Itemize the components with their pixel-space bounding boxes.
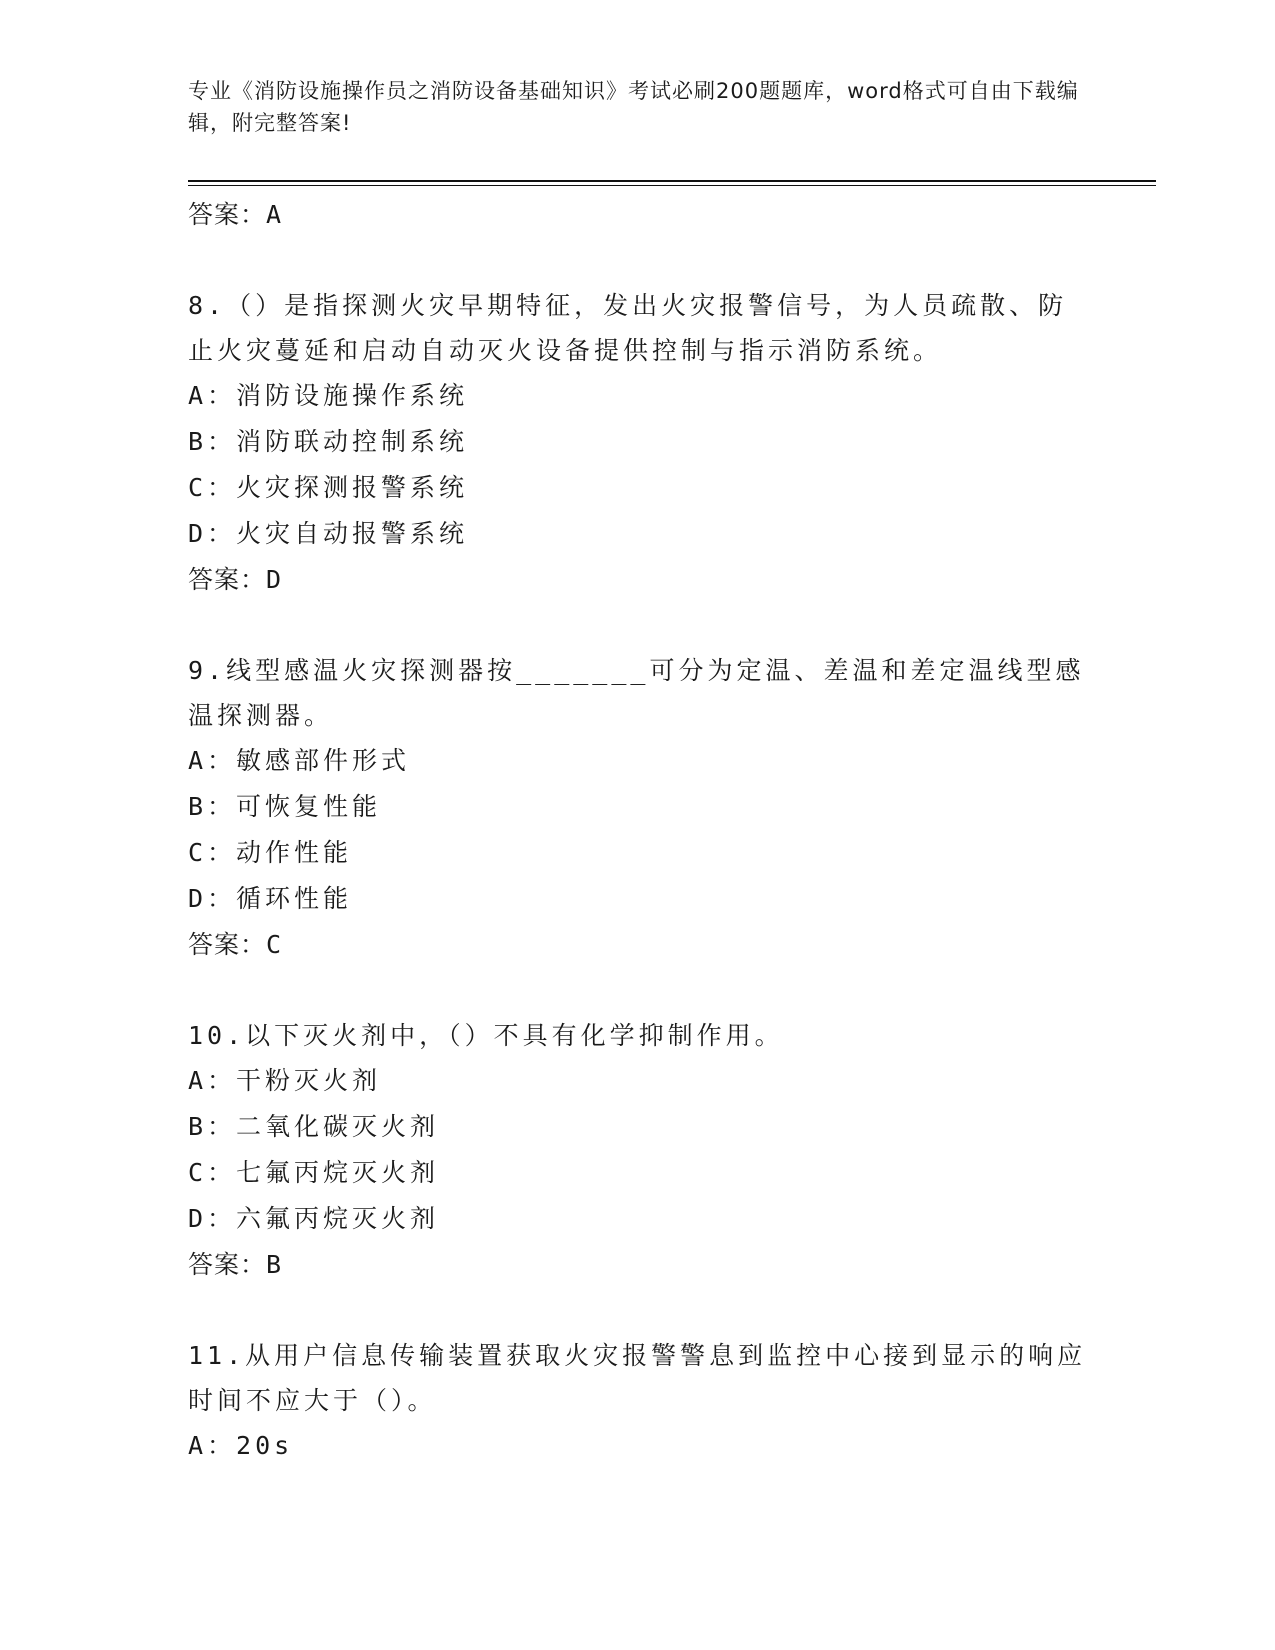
question-item — [188, 1333, 1088, 1469]
question-stem: 10.以下灭火剂中，（）不具有化学抑制作用。 — [188, 1021, 784, 1050]
header-divider-thick — [188, 180, 1156, 182]
answer-line: 答案：C — [188, 930, 283, 959]
option-d: D：火灾自动报警系统 — [188, 519, 469, 548]
option-a: A：消防设施操作系统 — [188, 381, 469, 410]
question-stem: 11.从用户信息传输装置获取火灾报警警息到监控中心接到显示的响应时间不应大于（）。 — [188, 1341, 1087, 1415]
option-c: C：动作性能 — [188, 838, 353, 867]
option-b: B：可恢复性能 — [188, 792, 382, 821]
answer-line: 答案：B — [188, 1250, 283, 1279]
question-list — [188, 192, 1088, 1469]
answer-line: 答案：A — [188, 200, 283, 229]
question-item — [188, 648, 1088, 968]
header-title: 专业《消防设施操作员之消防设备基础知识》考试必刷200题题库，word格式可自由下载编辑，附完整答案! — [188, 79, 1079, 135]
question-stem: 9.线型感温火灾探测器按_______可分为定温、差温和差定温线型感温探测器。 — [188, 656, 1085, 730]
option-a: A：20s — [188, 1431, 294, 1460]
question-item — [188, 1013, 1088, 1288]
answer-line: 答案：D — [188, 565, 283, 594]
document-header — [188, 75, 1088, 139]
option-d: D：六氟丙烷灭火剂 — [188, 1204, 440, 1233]
option-d: D：循环性能 — [188, 884, 353, 913]
question-stem: 8.（）是指探测火灾早期特征，发出火灾报警信号，为人员疏散、防止火灾蔓延和启动自动灭火设备提供控制与指示消防系统。 — [188, 291, 1068, 365]
option-a: A：敏感部件形式 — [188, 746, 411, 775]
option-a: A：干粉灭火剂 — [188, 1066, 382, 1095]
option-b: B：消防联动控制系统 — [188, 427, 469, 456]
option-c: C：火灾探测报警系统 — [188, 473, 469, 502]
option-b: B：二氧化碳灭火剂 — [188, 1112, 440, 1141]
option-c: C：七氟丙烷灭火剂 — [188, 1158, 440, 1187]
header-divider-thin — [188, 185, 1156, 186]
question-item — [188, 283, 1088, 603]
